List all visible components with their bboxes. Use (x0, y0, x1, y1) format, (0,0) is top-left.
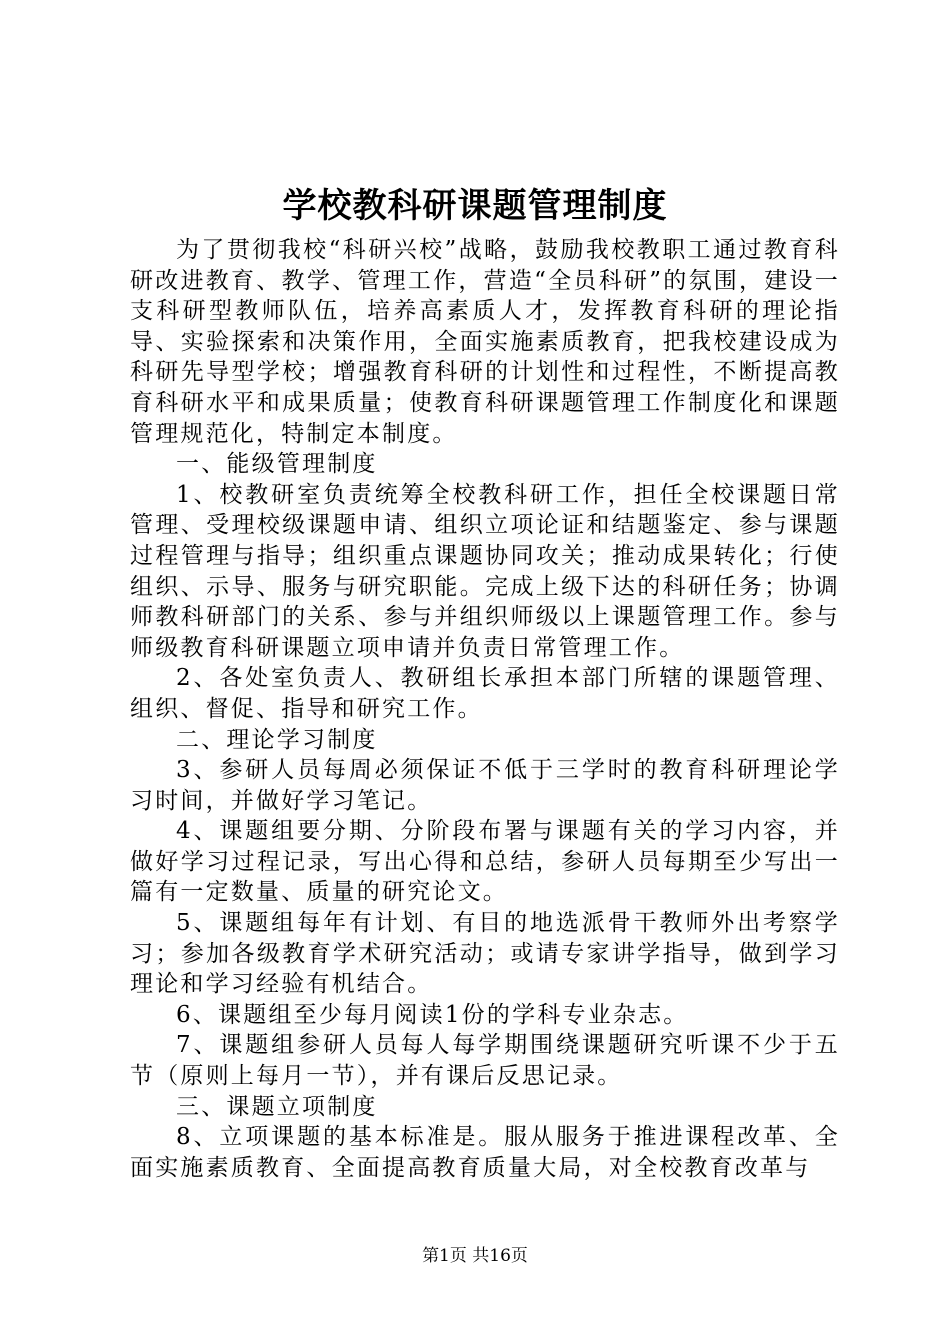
paragraph-item-2: 2、各处室负责人、教研组长承担本部门所辖的课题管理、组织、督促、指导和研究工作。 (130, 665, 840, 722)
paragraph-intro: 为了贯彻我校“科研兴校”战略，鼓励我校教职工通过教育科研改进教育、教学、管理工作，营造“全员科研”的氛围，建设一支科研型教师队伍，培养高素质人才，发挥教育科研的理论指导、实验探索和决策作用，全面实施素质教育，把我校建设成为科研先导型学校；增强教育科研的计划性和过程性，不断提高教育科研水平和成果质量；使教育科研课题管理工作制度化和课题管理规范化，特制定本制度。 (130, 237, 840, 447)
paragraph-item-6: 6、课题组至少每月阅读1份的学科专业杂志。 (176, 1001, 689, 1028)
section-heading-1: 一、能级管理制度 (176, 451, 378, 478)
paragraph-item-3: 3、参研人员每周必须保证不低于三学时的教育科研理论学习时间，并做好学习笔记。 (130, 757, 840, 814)
paragraph-item-7: 7、课题组参研人员每人每学期围绕课题研究听课不少于五节（原则上每月一节），并有课后反思记录。 (130, 1032, 840, 1090)
paragraph-item-1: 1、校教研室负责统筹全校教科研工作，担任全校课题日常管理、受理校级课题申请、组织立项论证和结题鉴定、参与课题过程管理与指导；组织重点课题协同攻关；推动成果转化；行使组织、示导、服务与研究职能。完成上级下达的科研任务；协调师教科研部门的关系、参与并组织师级以上课题管理工作。参与师级教育科研课题立项申请并负责日常管理工作。 (130, 481, 840, 661)
section-heading-2: 二、理论学习制度 (176, 726, 378, 753)
document-title: 学校教科研课题管理制度 (282, 186, 668, 226)
section-heading-3: 三、课题立项制度 (176, 1093, 378, 1120)
page-number-footer: 第1页 共16页 (422, 1246, 528, 1266)
paragraph-item-8: 8、立项课题的基本标准是。服从服务于推进课程改革、全面实施素质教育、全面提高教育质量大局，对全校教育改革与 (130, 1124, 840, 1181)
document-body (130, 235, 840, 1183)
paragraph-item-5: 5、课题组每年有计划、有目的地选派骨干教师外出考察学习；参加各级教育学术研究活动；或请专家讲学指导，做到学习理论和学习经验有机结合。 (130, 910, 840, 998)
paragraph-item-4: 4、课题组要分期、分阶段布署与课题有关的学习内容，并做好学习过程记录，写出心得和总结，参研人员每期至少写出一篇有一定数量、质量的研究论文。 (130, 818, 840, 906)
